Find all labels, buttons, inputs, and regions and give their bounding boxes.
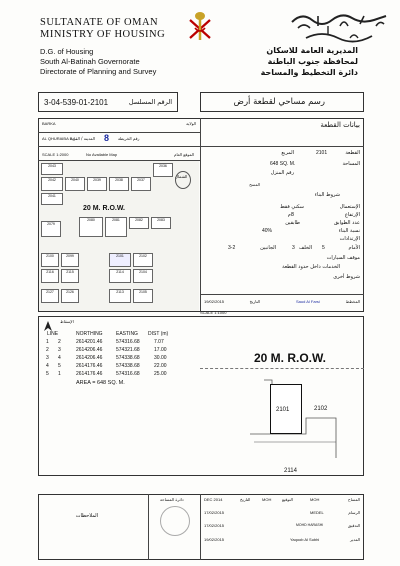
dept-line3: Directorate of Planning and Survey bbox=[40, 67, 157, 76]
dept-ar-line3: دائرة التخطيط والمساحة bbox=[260, 68, 358, 77]
serial-box bbox=[38, 92, 178, 112]
parcel: 2126 bbox=[61, 289, 79, 303]
sheet-title: رسم مساحي لقطعة أرض bbox=[233, 97, 325, 107]
parcel: 2037 bbox=[131, 177, 151, 191]
house-no-label: رقم المنزل bbox=[270, 170, 294, 176]
floors-value: طابقين bbox=[285, 220, 300, 226]
drafter-name: MEDEL bbox=[310, 510, 324, 515]
remarks-label: الملاحظات bbox=[75, 513, 98, 519]
checker-date: 17/02/2015 bbox=[204, 523, 225, 528]
surveyor-date: DEC 2014 bbox=[204, 497, 223, 502]
parcel: 2042 bbox=[41, 177, 63, 191]
ratio-value: 40% bbox=[262, 228, 273, 234]
area-value: 648 SQ. M. bbox=[270, 161, 296, 167]
drafter-date: 17/02/2015 bbox=[204, 510, 225, 515]
parcel: 2116 bbox=[41, 269, 59, 283]
back-label: الخلف bbox=[299, 245, 312, 251]
key-map-road: 20 M. R.O.W. bbox=[83, 205, 126, 212]
floors-label: عدد الطوابق bbox=[334, 220, 360, 226]
footer-sign-label: التوقيع bbox=[282, 497, 293, 502]
col-line: LINE bbox=[47, 331, 59, 337]
map-number: 8 bbox=[104, 133, 110, 143]
parcel: 2115 bbox=[61, 269, 79, 283]
main-scale: SCALE 1:1000 bbox=[200, 310, 227, 315]
parcel: 2079 bbox=[41, 221, 61, 237]
projection-label: الإسقاط bbox=[60, 319, 74, 324]
village-value: AL QHURAIBA P.A bbox=[42, 136, 76, 141]
checker-label: التدقيق bbox=[347, 523, 360, 528]
parcel: 2036 bbox=[153, 163, 173, 177]
other-label: شروط أخرى bbox=[333, 274, 360, 280]
key-map-title: الموقع العام bbox=[174, 152, 194, 157]
checker-name: MOHD HARASHI bbox=[296, 523, 324, 527]
director-name: Yaqoob Al Subhi bbox=[290, 537, 320, 542]
north-arrow-icon bbox=[44, 318, 52, 328]
map-number-label: رقم الخريطة bbox=[118, 136, 140, 141]
use-value: سكني فقط bbox=[280, 204, 304, 210]
parcel: 2039 bbox=[87, 177, 107, 191]
planner-name: Saud Al Farsi bbox=[296, 299, 320, 304]
survey-label: المسح bbox=[249, 182, 260, 187]
highlighted-parcel: 2101 bbox=[109, 253, 131, 267]
plot-no-label: القطعة bbox=[345, 150, 360, 156]
header-left-line2: MINISTRY OF HOUSING bbox=[40, 29, 166, 40]
parcel: 2081 bbox=[105, 217, 127, 237]
ratio-label: نسبة البناء bbox=[338, 228, 360, 234]
parking-label: موقف السيارات bbox=[326, 255, 360, 261]
parcel: 2099 bbox=[61, 253, 79, 267]
parcel: 2080 bbox=[79, 217, 103, 237]
serial-label: الرقم المسلسل bbox=[128, 98, 172, 106]
parcel: 2105 bbox=[133, 289, 153, 303]
title-box bbox=[200, 92, 364, 112]
north-label: الشمال bbox=[175, 174, 188, 179]
surveyor-name: MOH bbox=[310, 497, 320, 502]
village-label: المدينة / القرية bbox=[70, 136, 95, 141]
key-map bbox=[39, 161, 199, 311]
parcel: 2082 bbox=[129, 217, 149, 229]
parcel: 2114 bbox=[109, 269, 131, 283]
subject-plot bbox=[270, 384, 302, 434]
header-calligraphy-logo bbox=[288, 8, 390, 44]
director-date: 19/02/2015 bbox=[204, 537, 225, 542]
use-label: الإستعمال bbox=[339, 204, 360, 210]
parcel: 2083 bbox=[151, 217, 171, 229]
plot-label: 2101 bbox=[276, 407, 290, 413]
area-label: المساحة bbox=[342, 161, 360, 167]
planner-label: المخطط bbox=[345, 299, 360, 304]
planner-date-label: التاريخ bbox=[249, 299, 260, 304]
setbacks-label: الإرتدادات bbox=[339, 236, 360, 242]
parcel: 2100 bbox=[41, 253, 59, 267]
drafter-label: الرسام bbox=[348, 510, 360, 515]
plot-info-title: بيانات القطعة bbox=[320, 121, 360, 129]
sides-label: الجانبين bbox=[260, 245, 276, 251]
dept-ar-line2: لمحافظة جنوب الباطنة bbox=[267, 57, 358, 66]
parcel: 2041 bbox=[41, 193, 63, 205]
front-value: 5 bbox=[322, 245, 325, 251]
parcel: 2040 bbox=[65, 177, 85, 191]
parcel: 2043 bbox=[41, 163, 63, 175]
main-road-label: 20 M. R.O.W. bbox=[254, 351, 327, 365]
survey-stamp-icon bbox=[160, 506, 190, 536]
director-label: المدير bbox=[349, 537, 360, 542]
oman-emblem-icon bbox=[186, 8, 214, 42]
plot-label: 2102 bbox=[314, 406, 328, 412]
wilayat-value: BARKA bbox=[42, 121, 56, 126]
parcel: 2113 bbox=[109, 289, 131, 303]
surveyor-sign: MOH bbox=[262, 497, 272, 502]
block-label: المربع bbox=[281, 150, 294, 156]
col-dist: DIST (m) bbox=[148, 331, 169, 337]
back-value: 3 bbox=[292, 245, 295, 251]
parcel: 2104 bbox=[133, 269, 153, 283]
col-easting: EASTING bbox=[116, 331, 138, 337]
col-northing: NORTHING bbox=[76, 331, 103, 337]
plot-label: 2114 bbox=[284, 468, 297, 474]
height-label: الإرتفاع bbox=[344, 212, 360, 218]
height-value: 8م bbox=[287, 212, 294, 218]
key-map-note: No Available Map bbox=[86, 152, 118, 157]
wilayat-label: الولاية bbox=[186, 121, 196, 126]
stamp-label: دائرة المساحة bbox=[160, 497, 184, 502]
dept-line2: South Al-Batinah Governorate bbox=[40, 57, 140, 66]
key-map-scale: SCALE 1:2000 bbox=[42, 152, 69, 157]
services-label: الخدمات داخل حدود القطعة bbox=[282, 264, 340, 270]
plot-no-value: 2101 bbox=[316, 150, 328, 156]
sides-value: 3-2 bbox=[228, 245, 236, 251]
coordinates-table: LINE NORTHING EASTING DIST (m) 1 2 2614201.46 574316.68 7.07 2 3 2614206.46 574321.68 17.00 3 4 2614206.46 574338.68 30.00 4 5 2614176.46 574338.68 22.00 5 1 2614176.46 574316.68 25.00 AREA = 648 SQ. M. bbox=[46, 331, 169, 386]
parcel: 2038 bbox=[109, 177, 129, 191]
planner-date: 19/02/2015 bbox=[204, 299, 225, 304]
dept-line1: D.G. of Housing bbox=[40, 47, 94, 56]
parcel: 2102 bbox=[133, 253, 153, 267]
parcel: 2127 bbox=[41, 289, 59, 303]
conditions-label: شروط البناء bbox=[314, 192, 340, 198]
serial-number: 3-04-539-01-2101 bbox=[44, 98, 109, 107]
dept-ar-line1: المديرية العامة للاسكان bbox=[266, 46, 358, 55]
footer-date-label: التاريخ bbox=[240, 497, 251, 502]
surveyor-label: المساح bbox=[347, 497, 360, 502]
header-left-line1: SULTANATE OF OMAN bbox=[40, 17, 159, 28]
area-summary: AREA = 648 SQ. M. bbox=[76, 380, 125, 386]
front-label: الأمام bbox=[348, 245, 360, 251]
